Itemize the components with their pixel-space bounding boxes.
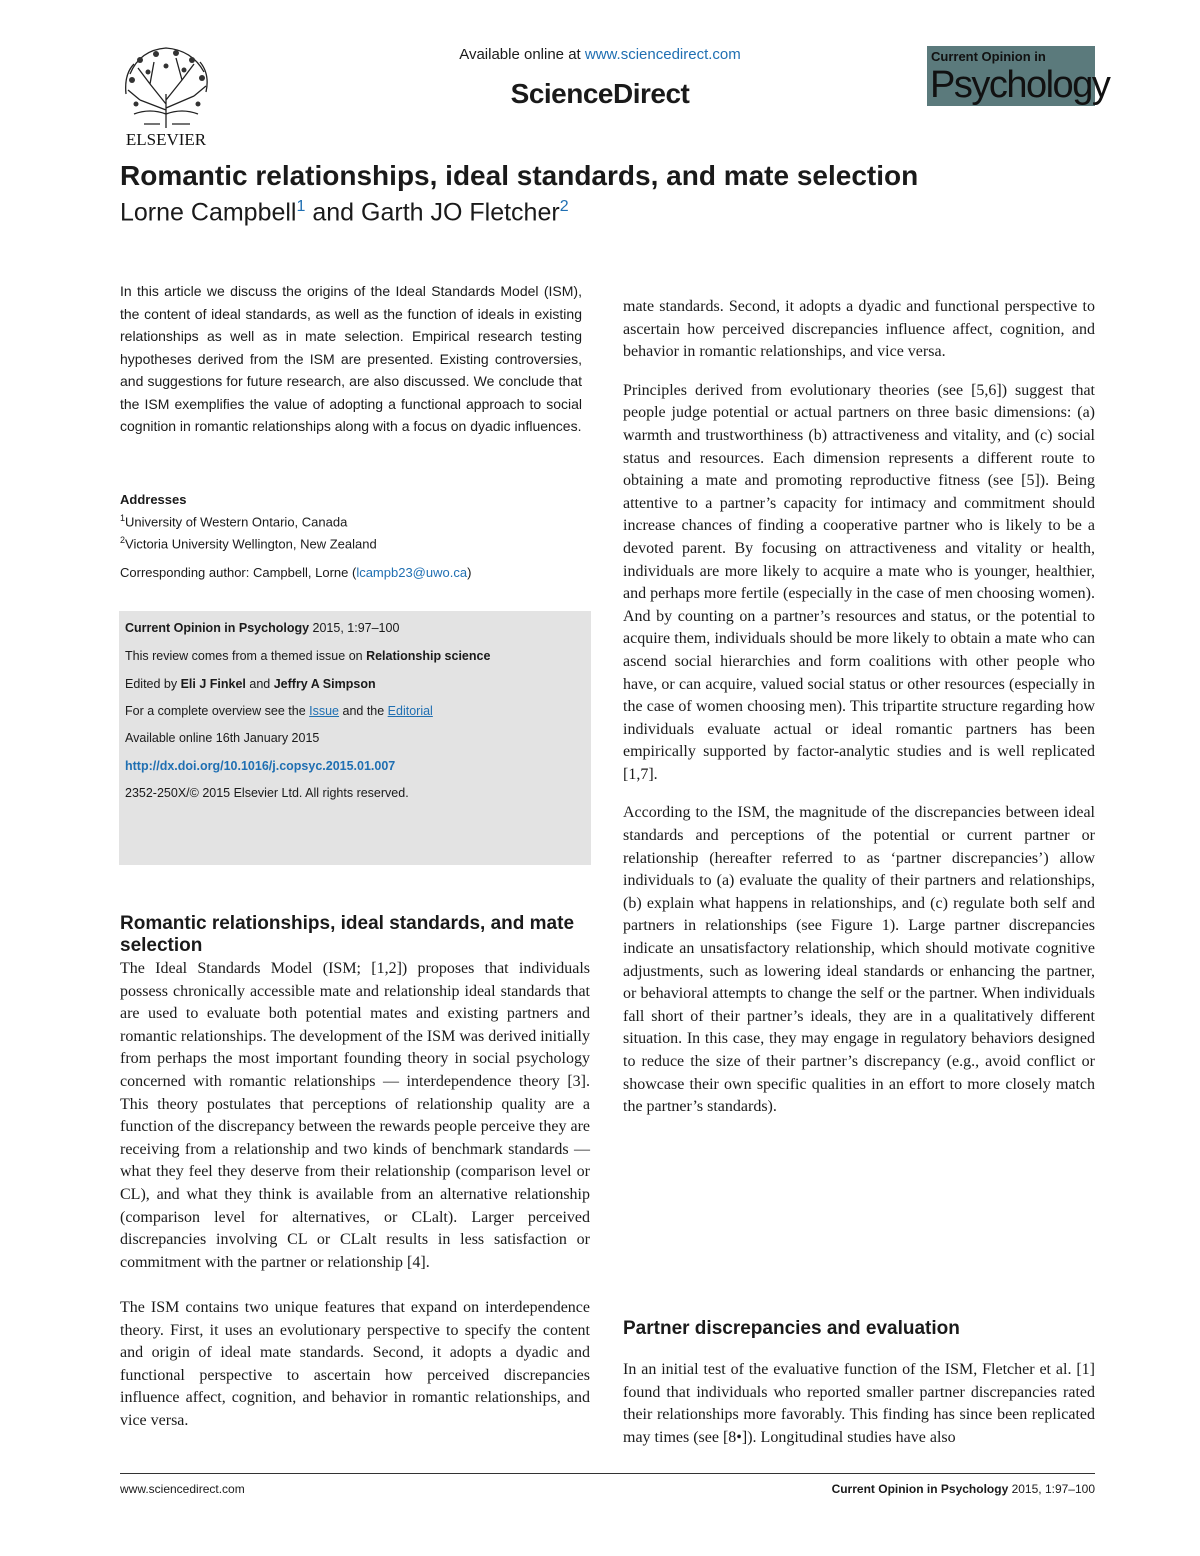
author-2: Garth JO Fletcher: [361, 198, 560, 227]
section-heading-1: Romantic relationships, ideal standards, and mate selection: [120, 913, 575, 956]
address-item: [120, 509, 582, 531]
info-available: Available online 16th January 2015: [125, 731, 320, 745]
footer-ref: 2015, 1:97–100: [1008, 1482, 1095, 1496]
issue-link[interactable]: Issue: [309, 704, 340, 718]
author-1: Lorne Campbell: [120, 198, 297, 227]
info-journal-ref: 2015, 1:97–100: [309, 621, 400, 635]
footer-divider: [120, 1473, 1095, 1474]
section-1-body-right: [623, 280, 1095, 1135]
address-sup: 1: [120, 513, 126, 523]
info-editor-2: Jeffry A Simpson: [273, 677, 376, 691]
section-heading-2: Partner discrepancies and evaluation: [623, 1318, 960, 1339]
paragraph-2: The ISM contains two unique features that expand on interdependence theory. First, it uses an evolutionary perspective to specify the content and origin of ideal mate standards. Second, it adopts a dyadic and functional perspective to ascertain how perceived discrepancies influence affect, cognition, and behavior in romantic relationships, and vice versa.: [120, 1298, 590, 1429]
address-item: [120, 531, 582, 553]
corresponding-label: Corresponding author: Campbell, Lorne (: [120, 565, 357, 580]
paragraph-3: Principles derived from evolutionary theories (see [5,6]) suggest that people judge potential or actual partners on three basic dimensions: (a) warmth and trustworthiness (b) attractiveness and vitality, and (c) social status and resources. Each dimension represents a different route to obtaining a mate and promoting reproductive fitness (see [5]). Being attentive to a partner’s capacity for intimacy and commitment should increase chances of finding a cooperative partner who is likely to be a devoted parent. By focusing on attractiveness and vitality or health, individuals are more likely to acquire a mate who is younger, healthier, and perhaps more fertile (especially in the case of men choosing women). And by counting on a partner’s resources and status, or the potential to acquire them, individuals should be more likely to obtain a mate who can ascend social hierarchies and form coalitions with other people who have, or can acquire, valued social status or other resources (especially in the case of women choosing men). This tripartite structure regarding how individuals evaluate actual or ideal romantic partners has been empirically supported by factor-analytic studies and is well replicated [1,7].: [623, 381, 1095, 783]
article-title: Romantic relationships, ideal standards, and mate selection: [120, 160, 919, 191]
paragraph-2-continued: mate standards. Second, it adopts a dyadic and functional perspective to ascertain how perceived discrepancies influence affect, cognition, and behavior in romantic relationships, and vice versa.: [623, 298, 1095, 361]
addresses: [120, 490, 582, 554]
address-sup: 2: [120, 535, 126, 546]
author-line: [120, 198, 569, 227]
info-copyright: 2352-250X/© 2015 Elsevier Ltd. All rights reserved.: [125, 786, 409, 800]
info-journal: [125, 621, 399, 635]
platform-name: ScienceDirect: [510, 78, 690, 109]
corresponding-author: [120, 565, 590, 580]
paragraph-5: In an initial test of the evaluative function of the ISM, Fletcher et al. [1] found that individuals who reported smaller partner discrepancies rated their relationships more favorably. This finding has since been replicated may times (see [8•]). Longitudinal studies have also: [623, 1361, 1095, 1446]
footer-journal: Current Opinion in Psychology: [831, 1482, 1009, 1496]
info-themed: [125, 649, 490, 663]
info-edited-and: and: [245, 677, 274, 691]
info-editor-1: Eli J Finkel: [180, 677, 246, 691]
logo-wordmark: ELSEVIER: [125, 130, 207, 149]
section-2-body: [623, 1343, 1095, 1465]
journal-badge-top: Current Opinion in: [931, 49, 1046, 64]
abstract: In this article we discuss the origins of the Ideal Standards Model (ISM), the content of ideal standards, as well as the function of ideals in existing relationships as well as in mate selection. Empirical research testing hypotheses derived from the ISM are presented. Existing controversies, and suggestions for future research, are also discussed. We conclude that the ISM exemplifies the value of adopting a functional approach to social cognition in romantic relationships along with a focus on dyadic influences.: [120, 283, 582, 434]
address-text: University of Western Ontario, Canada: [125, 514, 348, 530]
footer-citation: [832, 1482, 1095, 1496]
journal-badge: [927, 46, 1110, 106]
address-text: Victoria University Wellington, New Zealand: [125, 536, 377, 552]
info-journal-name: Current Opinion in Psychology: [125, 621, 310, 635]
available-prefix: Available online at: [459, 46, 585, 63]
info-overview: [125, 704, 433, 718]
info-overview-prefix: For a complete overview see the: [125, 704, 310, 718]
info-edited: [125, 677, 376, 691]
author-email-link[interactable]: lcampb23@uwo.ca: [356, 565, 468, 580]
journal-badge-main: Psychology: [930, 64, 1110, 106]
paragraph-1: The Ideal Standards Model (ISM; [1,2]) proposes that individuals possess chronically accessible mate and relationship ideal standards that are used to evaluate both potential mates and existing partners and romantic relationships. The development of the ISM was derived initially from perhaps the most important founding theory in social psychology concerned with romantic relationships — interdependence theory [3]. This theory postulates that perceptions of relationship quality are a function of the discrepancy between the rewards people perceive they are receiving from a relationship and two kinds of benchmark standards — what they feel they deserve from their relationship (comparison level or CL), and what they think is available from an alternative relationship (comparison level for alternatives, or CLalt). Larger perceived discrepancies involving CL or CLalt results in less satisfaction or commitment with the partner or relationship [4].: [120, 960, 590, 1271]
info-themed-prefix: This review comes from a themed issue on: [125, 649, 367, 663]
article-info-box: [119, 611, 591, 865]
info-edited-prefix: Edited by: [125, 677, 181, 691]
corresponding-close: ): [467, 565, 472, 580]
paragraph-4: According to the ISM, the magnitude of the discrepancies between ideal standards and perceptions of the potential or current partner or relationship (hereafter referred to as ‘partner discrepancies’) allow individuals to (a) evaluate the quality of their partners and relationships, (b) explain what happens in relationships, and (c) regulate both self and partners in relationships (see Figure 1). Large partner discrepancies indicate an unsatisfactory relationship, which should motivate cognitive adjustments, such as lowering ideal standards or enhancing the partner, or behavioral attempts to change the self or the partner. When individuals fall short of their partner’s ideals, they are in a qualitatively different situation. In this case, they may engage in regulatory behaviors designed to reduce the size of their partner’s discrepancy (e.g., avoid conflict or showcase their own specific qualities in an effort to more closely match the partner’s standards).: [623, 804, 1095, 1116]
section-1-body-left: [120, 958, 590, 1429]
editorial-link[interactable]: Editorial: [387, 704, 433, 718]
sciencedirect-link[interactable]: www.sciencedirect.com: [584, 46, 741, 63]
author-2-affiliation[interactable]: 2: [559, 198, 569, 215]
doi-link[interactable]: http://dx.doi.org/10.1016/j.copsyc.2015.01.007: [125, 759, 396, 773]
info-overview-and: and the: [339, 704, 388, 718]
addresses-heading: Addresses: [120, 492, 187, 507]
footer-website[interactable]: www.sciencedirect.com: [120, 1482, 245, 1496]
info-themed-topic: Relationship science: [366, 649, 491, 663]
author-and: and: [305, 198, 362, 227]
author-1-affiliation[interactable]: 1: [296, 198, 306, 215]
